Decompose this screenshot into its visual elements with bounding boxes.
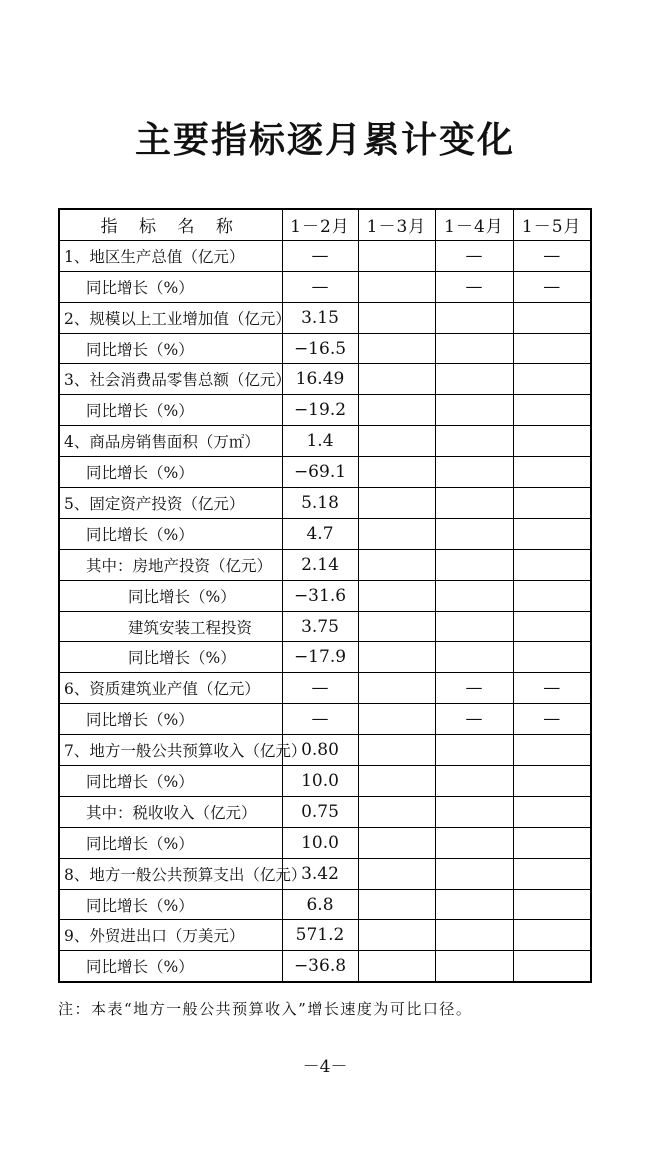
- table-row: [59, 488, 591, 519]
- value-cell: 3.42: [282, 858, 358, 889]
- value-cell: —: [435, 240, 513, 271]
- value-cell: [358, 457, 435, 488]
- value-cell: [513, 333, 591, 364]
- table-row: [59, 673, 591, 704]
- value-cell: −16.5: [282, 333, 358, 364]
- column-header-indicator: 指 标 名 称: [59, 209, 282, 240]
- value-cell: [358, 333, 435, 364]
- value-cell: [358, 518, 435, 549]
- table-row: [59, 364, 591, 395]
- table-row: [59, 240, 591, 271]
- value-cell: [435, 611, 513, 642]
- value-cell: [358, 735, 435, 766]
- value-cell: —: [435, 704, 513, 735]
- value-cell: —: [282, 271, 358, 302]
- value-cell: 4.7: [282, 518, 358, 549]
- value-cell: [358, 827, 435, 858]
- value-cell: 2.14: [282, 549, 358, 580]
- page-number: －4－: [302, 1057, 348, 1077]
- value-cell: [513, 302, 591, 333]
- value-cell: [358, 766, 435, 797]
- row-label: 同比增长（%）: [59, 766, 282, 797]
- row-label: 同比增长（%）: [59, 704, 282, 735]
- value-cell: —: [282, 704, 358, 735]
- table-row: [59, 796, 591, 827]
- table-row: [59, 395, 591, 426]
- table-row: [59, 704, 591, 735]
- table-row: [59, 302, 591, 333]
- row-label: 同比增长（%）: [59, 827, 282, 858]
- row-label: 同比增长（%）: [59, 333, 282, 364]
- value-cell: [358, 488, 435, 519]
- value-cell: [513, 395, 591, 426]
- value-cell: [358, 395, 435, 426]
- value-cell: [435, 642, 513, 673]
- table-row: [59, 766, 591, 797]
- column-header-jan-mar: 1－3月: [358, 209, 435, 240]
- value-cell: 0.80: [282, 735, 358, 766]
- value-cell: [358, 673, 435, 704]
- value-cell: [435, 426, 513, 457]
- value-cell: −69.1: [282, 457, 358, 488]
- value-cell: [358, 611, 435, 642]
- value-cell: [513, 518, 591, 549]
- table-body: [59, 240, 591, 982]
- table-row: [59, 858, 591, 889]
- row-label: 7、地方一般公共预算收入（亿元）: [59, 735, 282, 766]
- table-row: [59, 735, 591, 766]
- table-row: [59, 580, 591, 611]
- value-cell: [358, 580, 435, 611]
- row-label: 9、外贸进出口（万美元）: [59, 920, 282, 951]
- value-cell: [435, 364, 513, 395]
- table-row: [59, 271, 591, 302]
- value-cell: 16.49: [282, 364, 358, 395]
- value-cell: [513, 735, 591, 766]
- value-cell: [513, 642, 591, 673]
- value-cell: —: [513, 240, 591, 271]
- value-cell: [358, 858, 435, 889]
- value-cell: [435, 858, 513, 889]
- footnote: 注：本表“地方一般公共预算收入”增长速度为可比口径。: [58, 1000, 473, 1018]
- table-row: [59, 457, 591, 488]
- value-cell: [358, 549, 435, 580]
- value-cell: [513, 457, 591, 488]
- table-row: [59, 611, 591, 642]
- table-row: [59, 333, 591, 364]
- value-cell: [513, 488, 591, 519]
- table-row: [59, 951, 591, 982]
- value-cell: [435, 549, 513, 580]
- value-cell: —: [282, 673, 358, 704]
- value-cell: [513, 858, 591, 889]
- table-row: [59, 889, 591, 920]
- value-cell: −17.9: [282, 642, 358, 673]
- value-cell: 1.4: [282, 426, 358, 457]
- row-label: 2、规模以上工业增加值（亿元）: [59, 302, 282, 333]
- value-cell: [513, 951, 591, 982]
- value-cell: [513, 766, 591, 797]
- value-cell: [358, 271, 435, 302]
- table-row: [59, 827, 591, 858]
- indicator-table: [58, 208, 592, 983]
- value-cell: −36.8: [282, 951, 358, 982]
- value-cell: [435, 333, 513, 364]
- value-cell: [358, 426, 435, 457]
- row-label: 同比增长（%）: [59, 889, 282, 920]
- column-header-jan-apr: 1－4月: [435, 209, 513, 240]
- value-cell: [513, 827, 591, 858]
- table-header-row: [59, 209, 591, 240]
- value-cell: [513, 796, 591, 827]
- value-cell: [435, 580, 513, 611]
- row-label: 同比增长（%）: [59, 457, 282, 488]
- row-label: 3、社会消费品零售总额（亿元）: [59, 364, 282, 395]
- row-label: 建筑安装工程投资: [59, 611, 282, 642]
- value-cell: [435, 735, 513, 766]
- row-label: 5、固定资产投资（亿元）: [59, 488, 282, 519]
- value-cell: —: [282, 240, 358, 271]
- row-label: 6、资质建筑业产值（亿元）: [59, 673, 282, 704]
- value-cell: 3.15: [282, 302, 358, 333]
- page-title: 主要指标逐月累计变化: [134, 120, 515, 161]
- value-cell: [435, 827, 513, 858]
- value-cell: [513, 426, 591, 457]
- value-cell: [435, 920, 513, 951]
- value-cell: 10.0: [282, 827, 358, 858]
- value-cell: 3.75: [282, 611, 358, 642]
- table-row: [59, 642, 591, 673]
- value-cell: [358, 704, 435, 735]
- column-header-jan-may: 1－5月: [513, 209, 591, 240]
- row-label: 同比增长（%）: [59, 271, 282, 302]
- value-cell: [358, 642, 435, 673]
- value-cell: —: [435, 271, 513, 302]
- value-cell: [435, 488, 513, 519]
- value-cell: [358, 240, 435, 271]
- value-cell: [513, 549, 591, 580]
- value-cell: −31.6: [282, 580, 358, 611]
- row-label: 8、地方一般公共预算支出（亿元）: [59, 858, 282, 889]
- value-cell: [435, 395, 513, 426]
- column-header-jan-feb: 1－2月: [282, 209, 358, 240]
- row-label: 4、商品房销售面积（万㎡）: [59, 426, 282, 457]
- value-cell: —: [513, 271, 591, 302]
- value-cell: −19.2: [282, 395, 358, 426]
- value-cell: [513, 611, 591, 642]
- value-cell: —: [513, 673, 591, 704]
- value-cell: [513, 364, 591, 395]
- table-row: [59, 518, 591, 549]
- value-cell: [358, 796, 435, 827]
- value-cell: —: [513, 704, 591, 735]
- value-cell: [513, 889, 591, 920]
- value-cell: [435, 796, 513, 827]
- value-cell: [358, 951, 435, 982]
- value-cell: [358, 302, 435, 333]
- row-label: 同比增长（%）: [59, 642, 282, 673]
- row-label: 其中：税收收入（亿元）: [59, 796, 282, 827]
- value-cell: [358, 920, 435, 951]
- row-label: 同比增长（%）: [59, 580, 282, 611]
- value-cell: 0.75: [282, 796, 358, 827]
- row-label: 同比增长（%）: [59, 951, 282, 982]
- value-cell: [358, 364, 435, 395]
- value-cell: [435, 518, 513, 549]
- value-cell: 10.0: [282, 766, 358, 797]
- value-cell: [435, 457, 513, 488]
- value-cell: 571.2: [282, 920, 358, 951]
- value-cell: [435, 951, 513, 982]
- table-row: [59, 549, 591, 580]
- row-label: 1、地区生产总值（亿元）: [59, 240, 282, 271]
- value-cell: 6.8: [282, 889, 358, 920]
- value-cell: [513, 920, 591, 951]
- table-row: [59, 426, 591, 457]
- value-cell: 5.18: [282, 488, 358, 519]
- value-cell: [435, 889, 513, 920]
- value-cell: —: [435, 673, 513, 704]
- value-cell: [358, 889, 435, 920]
- value-cell: [435, 302, 513, 333]
- table-row: [59, 920, 591, 951]
- row-label: 其中：房地产投资（亿元）: [59, 549, 282, 580]
- value-cell: [435, 766, 513, 797]
- value-cell: [513, 580, 591, 611]
- row-label: 同比增长（%）: [59, 395, 282, 426]
- row-label: 同比增长（%）: [59, 518, 282, 549]
